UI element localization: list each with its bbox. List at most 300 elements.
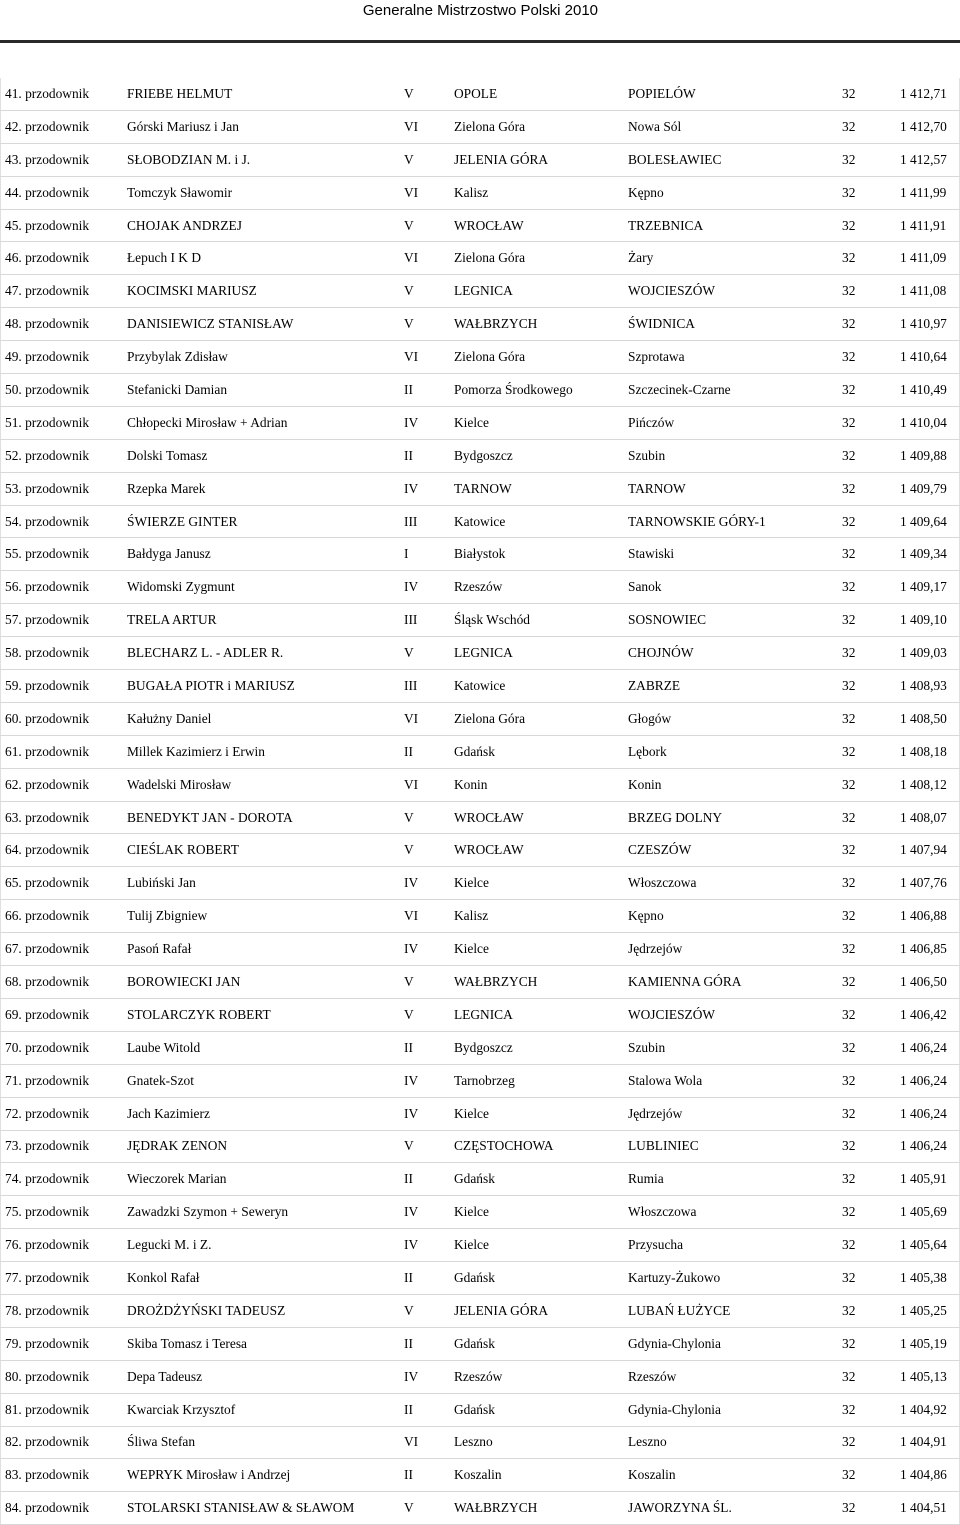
table-row [1,834,960,867]
pigeon-count: 32 [836,1031,882,1064]
table-row [1,900,960,933]
place: 51. [5,414,22,430]
category: przodownik [25,513,90,529]
pigeon-count: 32 [836,900,882,933]
score: 1 405,91 [882,1163,960,1196]
division: V [392,637,448,670]
score: 1 406,88 [882,900,960,933]
pigeon-count: 32 [836,1163,882,1196]
score: 1 408,07 [882,801,960,834]
pigeon-count: 32 [836,768,882,801]
category: przodownik [25,1237,90,1253]
fancier-name: Jach Kazimierz [123,1097,392,1130]
place-cell [1,209,124,242]
fancier-name: Dolski Tomasz [123,439,392,472]
table-row [1,209,960,242]
section: Szubin [622,1031,836,1064]
place-cell [1,1262,124,1295]
place: 63. [5,809,22,825]
pigeon-count: 32 [836,1360,882,1393]
table-row [1,308,960,341]
section: LUBLINIEC [622,1130,836,1163]
score: 1 408,93 [882,670,960,703]
fancier-name: KOCIMSKI MARIUSZ [123,275,392,308]
pigeon-count: 32 [836,143,882,176]
section: Lębork [622,735,836,768]
district: Kielce [448,1196,622,1229]
district: Kielce [448,1229,622,1262]
section: Sanok [622,571,836,604]
score: 1 405,64 [882,1229,960,1262]
category: przodownik [25,1368,90,1384]
section: Kartuzy-Żukowo [622,1262,836,1295]
fancier-name: DANISIEWICZ STANISŁAW [123,308,392,341]
section: Przysucha [622,1229,836,1262]
district: WAŁBRZYCH [448,1492,622,1525]
pigeon-count: 32 [836,1262,882,1295]
fancier-name: Pasoń Rafał [123,933,392,966]
place: 58. [5,645,22,661]
table-row [1,242,960,275]
pigeon-count: 32 [836,1393,882,1426]
place: 61. [5,743,22,759]
pigeon-count: 32 [836,374,882,407]
fancier-name: Wieczorek Marian [123,1163,392,1196]
table-row [1,1097,960,1130]
place-cell [1,1492,124,1525]
district: Koszalin [448,1459,622,1492]
category: przodownik [25,1467,90,1483]
category: przodownik [25,1105,90,1121]
fancier-name: Zawadzki Szymon + Seweryn [123,1196,392,1229]
fancier-name: FRIEBE HELMUT [123,78,392,110]
section: TARNOW [622,472,836,505]
district: Katowice [448,505,622,538]
category: przodownik [25,151,90,167]
division: VI [392,768,448,801]
place: 67. [5,941,22,957]
table-row [1,505,960,538]
table-row [1,406,960,439]
score: 1 407,76 [882,867,960,900]
division: IV [392,472,448,505]
district: Śląsk Wschód [448,604,622,637]
score: 1 410,97 [882,308,960,341]
place: 43. [5,151,22,167]
section: Jędrzejów [622,933,836,966]
pigeon-count: 32 [836,1064,882,1097]
place-cell [1,867,124,900]
division: IV [392,933,448,966]
pigeon-count: 32 [836,1459,882,1492]
district: JELENIA GÓRA [448,143,622,176]
category: przodownik [25,184,90,200]
place-cell [1,571,124,604]
category: przodownik [25,1302,90,1318]
section: TARNOWSKIE GÓRY-1 [622,505,836,538]
score: 1 406,24 [882,1031,960,1064]
place-cell [1,670,124,703]
score: 1 411,99 [882,176,960,209]
table-row [1,472,960,505]
category: przodownik [25,941,90,957]
table-row [1,110,960,143]
category: przodownik [25,1434,90,1450]
place-cell [1,966,124,999]
section: CZESZÓW [622,834,836,867]
table-row [1,439,960,472]
category: przodownik [25,447,90,463]
table-row [1,275,960,308]
score: 1 404,86 [882,1459,960,1492]
table-row [1,637,960,670]
fancier-name: Tulij Zbigniew [123,900,392,933]
pigeon-count: 32 [836,702,882,735]
fancier-name: Łepuch I K D [123,242,392,275]
place-cell [1,341,124,374]
fancier-name: Wadelski Mirosław [123,768,392,801]
place: 42. [5,118,22,134]
division: II [392,374,448,407]
place: 77. [5,1270,22,1285]
division: V [392,801,448,834]
fancier-name: Depa Tadeusz [123,1360,392,1393]
pigeon-count: 32 [836,834,882,867]
category: przodownik [25,1204,90,1220]
category: przodownik [25,250,90,266]
fancier-name: Kałużny Daniel [123,702,392,735]
place-cell [1,538,124,571]
place-cell [1,505,124,538]
header-rule [0,40,960,43]
pigeon-count: 32 [836,1327,882,1360]
pigeon-count: 32 [836,1130,882,1163]
fancier-name: Górski Mariusz i Jan [123,110,392,143]
place: 69. [5,1006,22,1022]
score: 1 412,57 [882,143,960,176]
score: 1 411,91 [882,209,960,242]
category: przodownik [25,414,90,430]
place-cell [1,1393,124,1426]
score: 1 404,91 [882,1426,960,1459]
district: WROCŁAW [448,209,622,242]
score: 1 409,34 [882,538,960,571]
pigeon-count: 32 [836,867,882,900]
section: Nowa Sól [622,110,836,143]
district: LEGNICA [448,637,622,670]
division: V [392,308,448,341]
pigeon-count: 32 [836,571,882,604]
fancier-name: CHOJAK ANDRZEJ [123,209,392,242]
place: 70. [5,1039,22,1055]
place-cell [1,900,124,933]
score: 1 409,03 [882,637,960,670]
category: przodownik [25,875,90,891]
place-cell [1,1130,124,1163]
section: ZABRZE [622,670,836,703]
place-cell [1,1229,124,1262]
place-cell [1,604,124,637]
place-cell [1,472,124,505]
place: 48. [5,316,22,332]
place: 81. [5,1401,22,1417]
district: Kielce [448,933,622,966]
pigeon-count: 32 [836,472,882,505]
district: CZĘSTOCHOWA [448,1130,622,1163]
place-cell [1,143,124,176]
category: przodownik [25,1006,90,1022]
division: II [392,1327,448,1360]
score: 1 410,49 [882,374,960,407]
pigeon-count: 32 [836,308,882,341]
score: 1 412,70 [882,110,960,143]
district: TARNOW [448,472,622,505]
division: II [392,1031,448,1064]
pigeon-count: 32 [836,176,882,209]
table-row [1,1459,960,1492]
division: V [392,209,448,242]
division: III [392,505,448,538]
place: 54. [5,513,22,529]
division: V [392,143,448,176]
section: POPIELÓW [622,78,836,110]
table-row [1,702,960,735]
pigeon-count: 32 [836,998,882,1031]
table-row [1,1163,960,1196]
table-row [1,78,960,110]
district: Kalisz [448,900,622,933]
division: IV [392,1064,448,1097]
score: 1 408,18 [882,735,960,768]
district: Gdańsk [448,1163,622,1196]
fancier-name: Gnatek-Szot [123,1064,392,1097]
fancier-name: Konkol Rafał [123,1262,392,1295]
district: Bydgoszcz [448,1031,622,1064]
district: Katowice [448,670,622,703]
category: przodownik [25,381,90,397]
place: 75. [5,1204,22,1220]
pigeon-count: 32 [836,1492,882,1525]
division: II [392,1459,448,1492]
place-cell [1,308,124,341]
place-cell [1,834,124,867]
district: OPOLE [448,78,622,110]
section: Rumia [622,1163,836,1196]
table-row [1,538,960,571]
division: II [392,1163,448,1196]
fancier-name: BENEDYKT JAN - DOROTA [123,801,392,834]
place-cell [1,998,124,1031]
section: Pińczów [622,406,836,439]
table-row [1,143,960,176]
pigeon-count: 32 [836,209,882,242]
score: 1 405,69 [882,1196,960,1229]
category: przodownik [25,1500,90,1516]
fancier-name: ŚWIERZE GINTER [123,505,392,538]
results-table-wrapper [0,78,960,1525]
division: VI [392,341,448,374]
district: Zielona Góra [448,702,622,735]
place-cell [1,406,124,439]
fancier-name: Laube Witold [123,1031,392,1064]
score: 1 404,51 [882,1492,960,1525]
fancier-name: WEPRYK Mirosław i Andrzej [123,1459,392,1492]
fancier-name: Skiba Tomasz i Teresa [123,1327,392,1360]
table-row [1,867,960,900]
place: 71. [5,1072,22,1088]
place-cell [1,1196,124,1229]
place: 65. [5,875,22,891]
section: WOJCIESZÓW [622,275,836,308]
place-cell [1,1031,124,1064]
pigeon-count: 32 [836,406,882,439]
place: 80. [5,1368,22,1384]
table-row [1,1294,960,1327]
fancier-name: Bałdyga Janusz [123,538,392,571]
fancier-name: Rzepka Marek [123,472,392,505]
pigeon-count: 32 [836,801,882,834]
district: Kielce [448,1097,622,1130]
place-cell [1,768,124,801]
table-row [1,735,960,768]
district: WROCŁAW [448,834,622,867]
category: przodownik [25,546,90,562]
district: Białystok [448,538,622,571]
division: IV [392,571,448,604]
district: Kielce [448,867,622,900]
fancier-name: Widomski Zygmunt [123,571,392,604]
district: Zielona Góra [448,341,622,374]
results-table-body [1,78,960,1525]
district: Kielce [448,406,622,439]
section: Szubin [622,439,836,472]
pigeon-count: 32 [836,1294,882,1327]
place: 57. [5,612,22,628]
fancier-name: JĘDRAK ZENON [123,1130,392,1163]
score: 1 404,92 [882,1393,960,1426]
place: 46. [5,250,22,266]
division: VI [392,702,448,735]
fancier-name: Stefanicki Damian [123,374,392,407]
category: przodownik [25,480,90,496]
place-cell [1,78,124,110]
place: 62. [5,776,22,792]
place-cell [1,801,124,834]
category: przodownik [25,85,90,101]
section: Głogów [622,702,836,735]
section: Rzeszów [622,1360,836,1393]
division: V [392,1130,448,1163]
score: 1 406,24 [882,1064,960,1097]
section: BRZEG DOLNY [622,801,836,834]
table-row [1,374,960,407]
table-row [1,768,960,801]
category: przodownik [25,743,90,759]
section: Gdynia-Chylonia [622,1393,836,1426]
place-cell [1,933,124,966]
division: IV [392,867,448,900]
fancier-name: Przybylak Zdisław [123,341,392,374]
district: Gdańsk [448,1393,622,1426]
place-cell [1,275,124,308]
place: 68. [5,973,22,989]
score: 1 410,64 [882,341,960,374]
fancier-name: Kwarciak Krzysztof [123,1393,392,1426]
pigeon-count: 32 [836,966,882,999]
district: WAŁBRZYCH [448,966,622,999]
table-row [1,933,960,966]
place: 44. [5,184,22,200]
table-row [1,176,960,209]
section: Koszalin [622,1459,836,1492]
place: 72. [5,1105,22,1121]
score: 1 411,09 [882,242,960,275]
fancier-name: STOLARSKI STANISŁAW & SŁAWOM [123,1492,392,1525]
score: 1 406,50 [882,966,960,999]
fancier-name: DROŻDŻYŃSKI TADEUSZ [123,1294,392,1327]
fancier-name: BLECHARZ L. - ADLER R. [123,637,392,670]
score: 1 409,64 [882,505,960,538]
section: Gdynia-Chylonia [622,1327,836,1360]
pigeon-count: 32 [836,242,882,275]
score: 1 408,50 [882,702,960,735]
district: Bydgoszcz [448,439,622,472]
division: VI [392,1426,448,1459]
category: przodownik [25,349,90,365]
district: Leszno [448,1426,622,1459]
district: Gdańsk [448,735,622,768]
section: Szczecinek-Czarne [622,374,836,407]
pigeon-count: 32 [836,1196,882,1229]
division: III [392,604,448,637]
place-cell [1,1064,124,1097]
place: 74. [5,1171,22,1187]
section: CHOJNÓW [622,637,836,670]
division: V [392,834,448,867]
table-row [1,801,960,834]
pigeon-count: 32 [836,275,882,308]
score: 1 412,71 [882,78,960,110]
district: LEGNICA [448,275,622,308]
fancier-name: Chłopecki Mirosław + Adrian [123,406,392,439]
section: WOJCIESZÓW [622,998,836,1031]
category: przodownik [25,579,90,595]
fancier-name: BOROWIECKI JAN [123,966,392,999]
place: 59. [5,677,22,693]
district: WAŁBRZYCH [448,308,622,341]
results-table [0,78,960,1525]
place-cell [1,1426,124,1459]
place: 73. [5,1138,22,1154]
pigeon-count: 32 [836,670,882,703]
score: 1 410,04 [882,406,960,439]
district: Zielona Góra [448,110,622,143]
section: SOSNOWIEC [622,604,836,637]
table-row [1,341,960,374]
table-row [1,1064,960,1097]
district: Kalisz [448,176,622,209]
category: przodownik [25,710,90,726]
place: 47. [5,283,22,299]
pigeon-count: 32 [836,1097,882,1130]
page-header [0,0,960,44]
place-cell [1,1163,124,1196]
pigeon-count: 32 [836,110,882,143]
division: IV [392,1229,448,1262]
pigeon-count: 32 [836,1229,882,1262]
division: V [392,78,448,110]
category: przodownik [25,118,90,134]
